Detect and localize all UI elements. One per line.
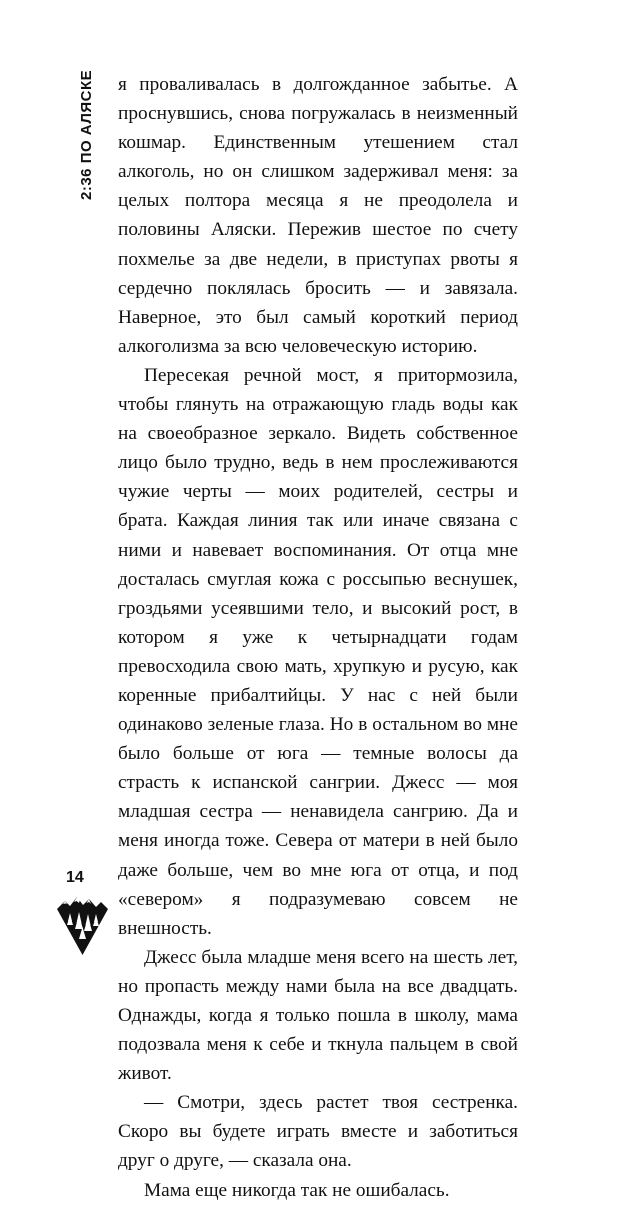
running-head-title: 2:36 ПО АЛЯСКЕ: [78, 69, 95, 200]
paragraph-5: Мама еще никогда так не ошибалась.: [144, 1179, 450, 1201]
paragraph-3: Джесс была младше меня всего на шесть лет, но пропасть между нами была на все двадцать. Однажды, когда я только пошла в школу, мама подозвала меня к себе и ткнула пальцем в свой живот.: [118, 946, 518, 1085]
page-number: 14: [66, 869, 84, 886]
paragraph-2: Пересекая речной мост, я притормозила, чтобы глянуть на отражающую гладь воды как на своеобразное зеркало. Видеть собственное лицо было трудно, ведь в нем прослеживаются чужие черты — моих родителей, сестры и брата. Каждая линия так или иначе связана с ними и навевает воспоминания. От отца мне досталась смуглая кожа с россыпью веснушек, гроздьями усеявшими тело, и высокий рост, в котором я уже к четырнадцати годам превосходила свою мать, хрупкую и русую, как коренные прибалтийцы. У нас с ней были одинаково зеленые глаза. Но в остальном во мне было больше от юга — темные волосы да страсть к испанской сангрии. Джесс — моя младшая сестра — ненавидела сангрию. Да и меня иногда тоже. Севера от матери в ней было даже больше, чем во мне юга от отца, и под «севером» я подразумеваю совсем не внешность.: [118, 364, 518, 939]
paragraph-1: я проваливалась в долгожданное забытье. А проснувшись, снова погружалась в неизменный кошмар. Единственным утешением стал алкоголь, но он слишком задерживал меня: за целых полтора месяца я не преодолела и половины Аляски. Пережив шестое по счету похмелье за две недели, в приступах рвоты я сердечно поклялась бросить — и завязала. Наверное, это был самый короткий период алкоголизма за всю человеческую историю.: [118, 74, 518, 357]
page-body-text: [118, 70, 518, 1205]
mountain-forest-emblem-icon: [55, 895, 110, 957]
paragraph-4: — Смотри, здесь растет твоя сестренка. Скоро вы будете играть вместе и заботиться друг о друге, — сказала она.: [118, 1092, 518, 1172]
